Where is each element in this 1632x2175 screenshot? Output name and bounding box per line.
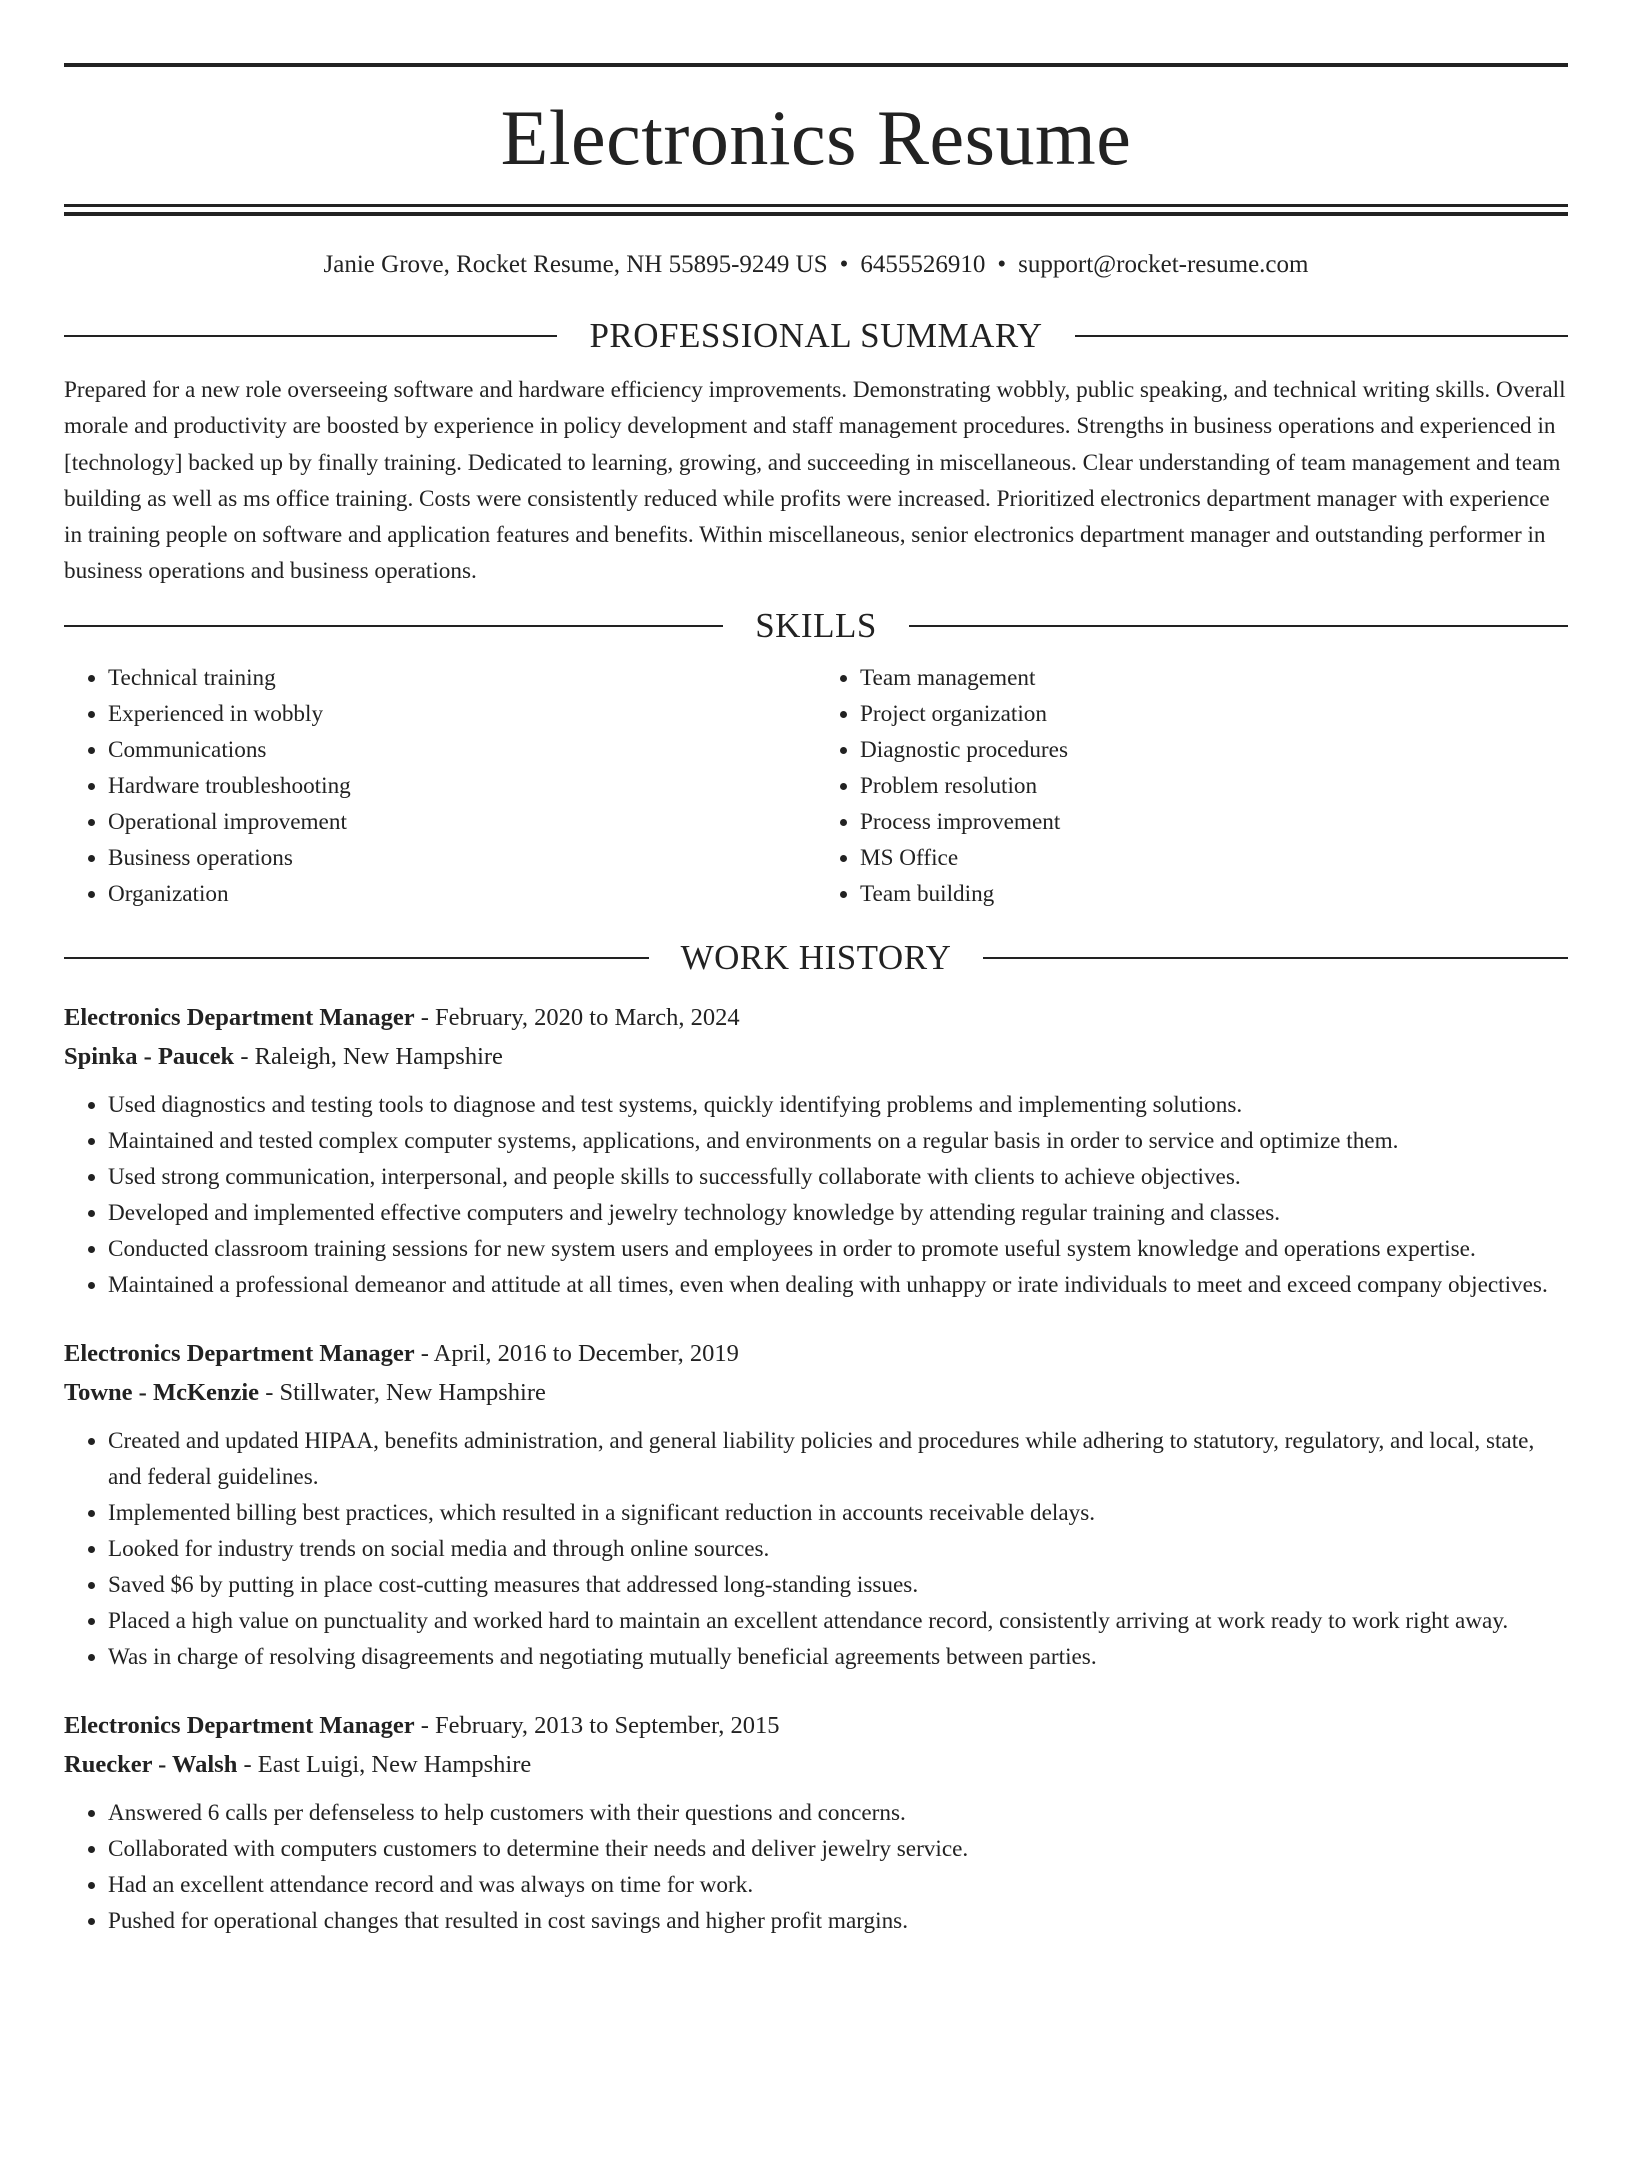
job-company: Spinka - Paucek: [64, 1042, 235, 1070]
skills-column-left: [64, 660, 816, 912]
job-company: Towne - McKenzie: [64, 1378, 260, 1406]
heading-rule: [983, 957, 1568, 959]
job-company-line: [64, 1373, 1568, 1412]
job-bullet: • Collaborated with computers customers to determine their needs and deliver jewelry service.: [108, 1831, 1568, 1867]
job-bullet: • Saved $6 by putting in place cost-cutting measures that addressed long-standing issues.: [108, 1567, 1568, 1603]
job-location: - East Luigi, New Hampshire: [237, 1750, 532, 1778]
job-location: - Stillwater, New Hampshire: [259, 1378, 546, 1406]
heading-rule: [64, 335, 557, 337]
job-bullet: • Looked for industry trends on social media and through online sources.: [108, 1531, 1568, 1567]
skill-item: • Diagnostic procedures: [860, 732, 1568, 768]
heading-rule: [1075, 335, 1568, 337]
resume-title: Electronics Resume: [500, 94, 1132, 181]
job-bullet: • Maintained and tested complex computer systems, applications, and environments on a regular basis in order to service and optimize them.: [108, 1123, 1568, 1159]
skills-heading-label: SKILLS: [755, 605, 877, 645]
skill-item: • Problem resolution: [860, 768, 1568, 804]
job-entry: [64, 998, 1568, 1303]
job-bullets: [64, 1087, 1568, 1303]
skill-item: • Operational improvement: [108, 804, 816, 840]
skill-item: • Team management: [860, 660, 1568, 696]
job-bullet: • Maintained a professional demeanor and attitude at all times, even when dealing with unhappy or irate individuals to meet and exceed company objectives.: [108, 1267, 1568, 1303]
job-bullet: • Had an excellent attendance record and was always on time for work.: [108, 1867, 1568, 1903]
job-bullet: • Was in charge of resolving disagreements and negotiating mutually beneficial agreements between parties.: [108, 1639, 1568, 1675]
contact-separator: •: [997, 251, 1007, 278]
job-bullet: • Implemented billing best practices, which resulted in a significant reduction in accounts receivable delays.: [108, 1495, 1568, 1531]
contact-line: [64, 250, 1568, 280]
contact-separator: •: [839, 251, 849, 278]
top-rule: [64, 63, 1568, 67]
job-bullet: • Pushed for operational changes that resulted in cost savings and higher profit margins.: [108, 1903, 1568, 1939]
heading-rule: [64, 957, 649, 959]
skill-item: • Business operations: [108, 840, 816, 876]
skill-item: • Experienced in wobbly: [108, 696, 816, 732]
heading-rule: [64, 625, 723, 627]
job-entry: [64, 1706, 1568, 1939]
job-company-line: [64, 1037, 1568, 1076]
summary-heading: [64, 316, 1568, 356]
job-title: Electronics Department Manager: [64, 1003, 415, 1031]
resume-page: [0, 63, 1632, 2175]
skill-item: • Team building: [860, 876, 1568, 912]
skills-list: [64, 660, 1568, 912]
work-heading: [64, 938, 1568, 978]
job-title: Electronics Department Manager: [64, 1711, 415, 1739]
job-title-line: [64, 1334, 1568, 1373]
job-bullet: • Used strong communication, interpersonal, and people skills to successfully collaborate with clients to achieve objectives.: [108, 1159, 1568, 1195]
job-entry: [64, 1334, 1568, 1675]
work-heading-label: WORK HISTORY: [680, 937, 952, 977]
contact-phone: 6455526910: [860, 251, 986, 278]
skill-item: • Technical training: [108, 660, 816, 696]
skill-item: • Project organization: [860, 696, 1568, 732]
job-title: Electronics Department Manager: [64, 1339, 415, 1367]
job-company-line: [64, 1745, 1568, 1784]
skills-heading: [64, 606, 1568, 646]
job-bullet: • Placed a high value on punctuality and worked hard to maintain an excellent attendance record, consistently arriving at work ready to work right away.: [108, 1603, 1568, 1639]
job-dates: - February, 2020 to March, 2024: [414, 1003, 740, 1031]
job-company: Ruecker - Walsh: [64, 1750, 238, 1778]
summary-text: Prepared for a new role overseeing software and hardware efficiency improvements. Demonstrating wobbly, public speaking, and technical writing skills. Overall morale and productivity are boosted by experience in policy development and staff management procedures. Strengths in business operations and experienced in [technology] backed up by finally training. Dedicated to learning, growing, and succeeding in miscellaneous. Clear understanding of team management and team building as well as ms office training. Costs were consistently reduced while profits were increased. Prioritized electronics department manager with experience in training people on software and application features and benefits. Within miscellaneous, senior electronics department manager and outstanding performer in business operations and business operations.: [64, 377, 1566, 585]
job-bullet: • Created and updated HIPAA, benefits administration, and general liability policies and procedures while adhering to statutory, regulatory, and local, state, and federal guidelines.: [108, 1423, 1568, 1495]
skill-item: • Hardware troubleshooting: [108, 768, 816, 804]
job-dates: - February, 2013 to September, 2015: [414, 1711, 780, 1739]
skill-item: • Process improvement: [860, 804, 1568, 840]
job-title-line: [64, 1706, 1568, 1745]
contact-address: Janie Grove, Rocket Resume, NH 55895-9249 US: [323, 251, 828, 278]
job-dates: - April, 2016 to December, 2019: [414, 1339, 739, 1367]
title-double-rule: [64, 204, 1568, 216]
summary-heading-label: PROFESSIONAL SUMMARY: [589, 316, 1043, 355]
job-location: - Raleigh, New Hampshire: [234, 1042, 503, 1070]
job-bullets: [64, 1795, 1568, 1939]
skills-column-right: [816, 660, 1568, 912]
contact-email: support@rocket-resume.com: [1018, 251, 1309, 278]
job-bullets: [64, 1423, 1568, 1675]
skill-item: • Communications: [108, 732, 816, 768]
job-bullet: • Developed and implemented effective computers and jewelry technology knowledge by attending regular training and classes.: [108, 1195, 1568, 1231]
skill-item: • Organization: [108, 876, 816, 912]
job-title-line: [64, 998, 1568, 1037]
heading-rule: [909, 625, 1568, 627]
skill-item: • MS Office: [860, 840, 1568, 876]
job-bullet: • Conducted classroom training sessions for new system users and employees in order to promote useful system knowledge and operations expertise.: [108, 1231, 1568, 1267]
job-bullet: • Used diagnostics and testing tools to diagnose and test systems, quickly identifying problems and implementing solutions.: [108, 1087, 1568, 1123]
job-bullet: • Answered 6 calls per defenseless to help customers with their questions and concerns.: [108, 1795, 1568, 1831]
